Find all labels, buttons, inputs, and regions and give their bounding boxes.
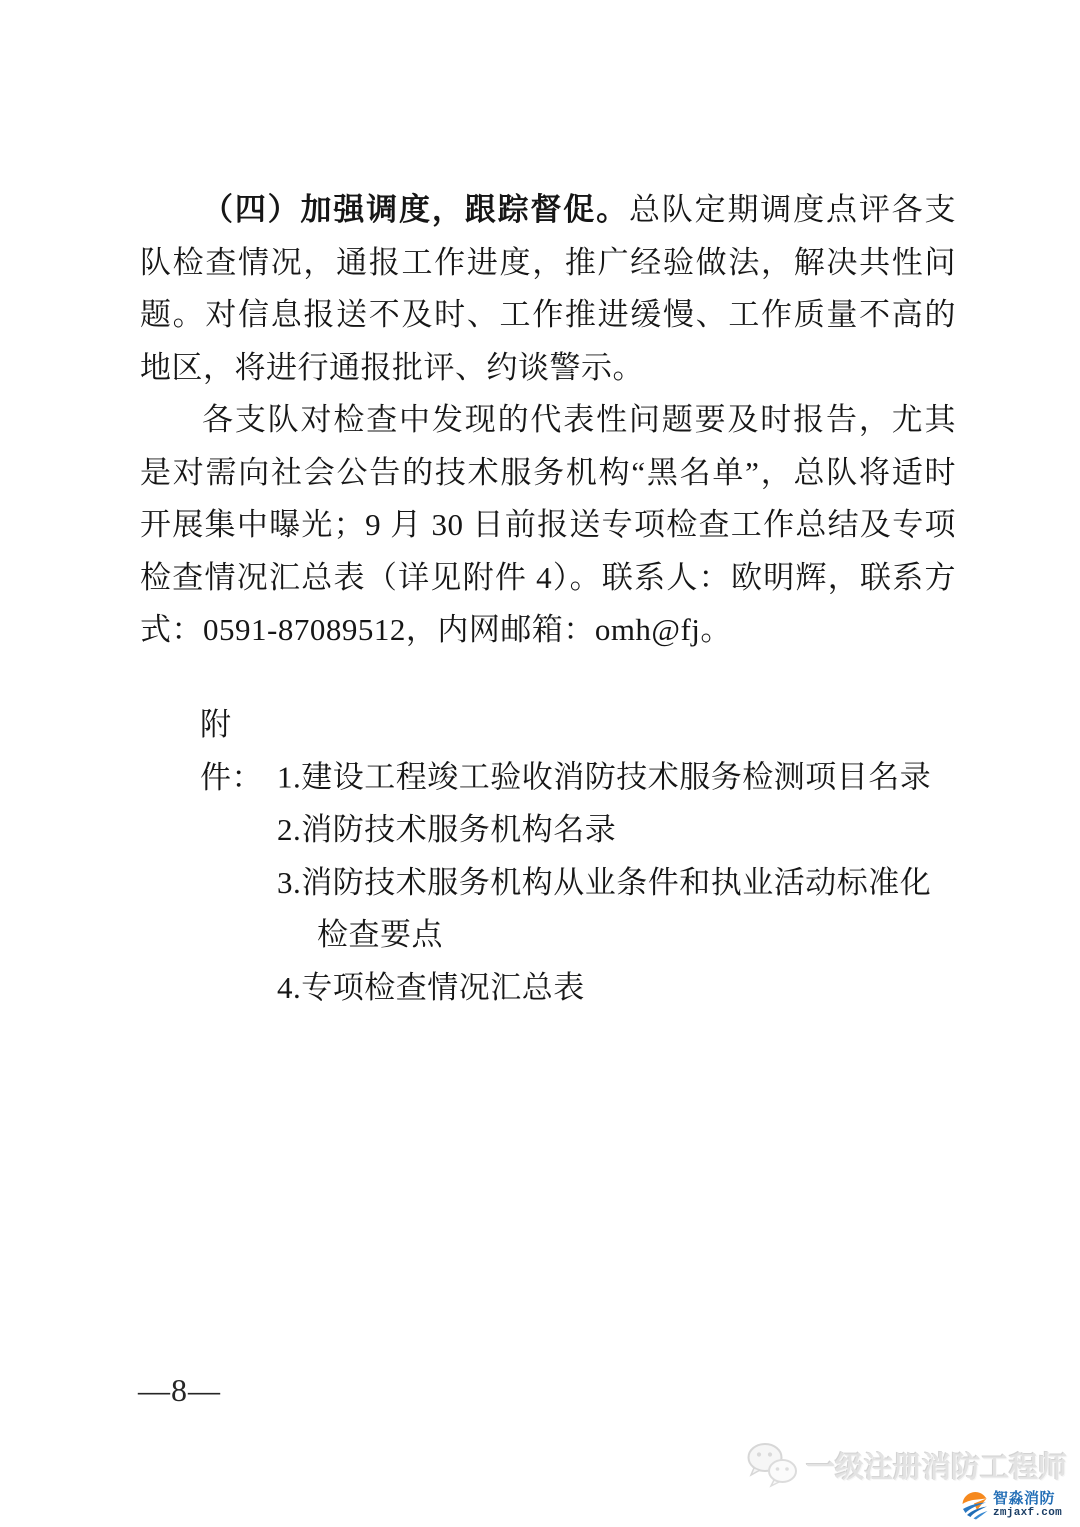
attachment-line-1 xyxy=(140,699,1000,804)
attachment-item-4: 4.专项检查情况汇总表 xyxy=(277,969,585,1005)
wechat-watermark xyxy=(746,1442,1067,1488)
paragraph-1-lead: （四）加强调度，跟踪督促。 xyxy=(202,192,629,227)
site-logo xyxy=(960,1490,1062,1520)
attachment-item-3: 3.消防技术服务机构从业条件和执业活动标准化 xyxy=(277,864,932,900)
document-body xyxy=(140,184,956,657)
attachment-item-2: 2.消防技术服务机构名录 xyxy=(277,812,617,847)
attachment-label: 附件： xyxy=(200,707,263,795)
page-number: —8— xyxy=(138,1372,221,1408)
attachment-list xyxy=(140,699,1000,1014)
brand-name: 智淼消防 xyxy=(993,1490,1056,1507)
paragraph-1 xyxy=(140,184,956,394)
watermark-text: 一级注册消防工程师 xyxy=(806,1451,1068,1484)
zhimiao-logo-icon xyxy=(960,1490,990,1520)
attachment-item-1: 1.建设工程竣工验收消防技术服务检测项目名录 xyxy=(277,759,932,795)
paragraph-2: 各支队对检查中发现的代表性问题要及时报告，尤其是对需向社会公告的技术服务机构“黑名单”，总队将适时开展集中曝光；9 月 30 日前报送专项检查工作总结及专项检查情况汇总表（详见附件 4）。联系人：欧明辉，联系方式：0591-87089512，内网邮箱：omh@fj。 xyxy=(140,402,956,647)
paragraph-1-text: 总队定期调度点评各支队检查情况，通报工作进度，推广经验做法，解决共性问题。对信息报送不及时、工作推进缓慢、工作质量不高的地区，将进行通报批评、约谈警示。 xyxy=(140,192,957,385)
attachment-item-3-continued: 检查要点 xyxy=(317,917,443,952)
brand-url: zmjaxf.com xyxy=(993,1507,1063,1519)
brand-text-block xyxy=(993,1491,1062,1519)
wechat-icon xyxy=(746,1442,800,1488)
